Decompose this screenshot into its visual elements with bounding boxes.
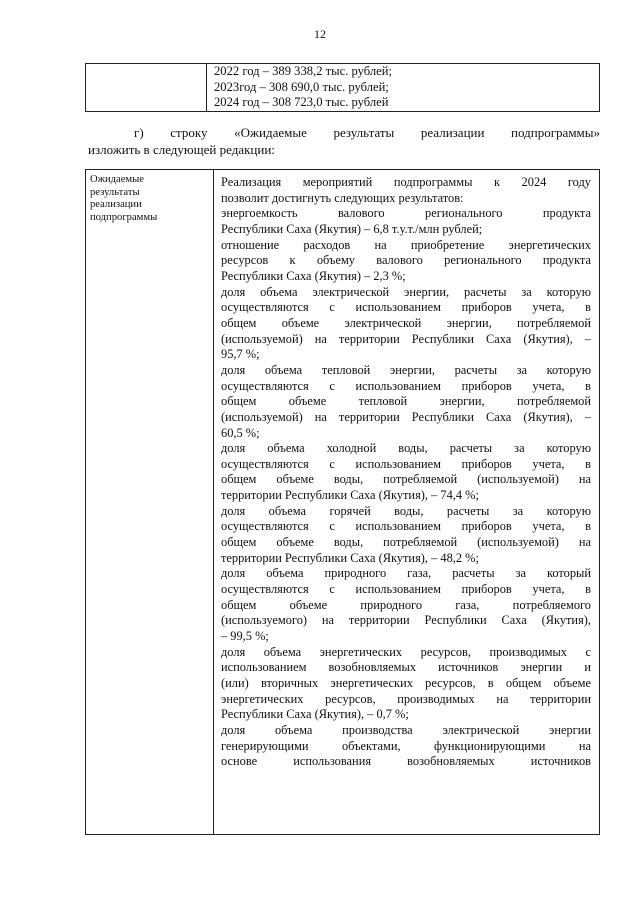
content-line: доля объема тепловой энергии, расчеты за которую	[221, 362, 591, 377]
row-label-cell	[86, 170, 214, 835]
content-line: осуществляются с использованием приборов учета, в	[221, 582, 591, 597]
budget-table	[85, 63, 600, 112]
table-row	[86, 170, 600, 835]
label-line: подпрограммы	[90, 211, 158, 223]
content-line: (используемой) на территории Республики Саха (Якутия), –	[221, 331, 591, 346]
content-line: (используемой) на территории Республики Саха (Якутия), –	[221, 409, 591, 424]
content-line: основе использования возобновляемых источников	[221, 754, 591, 769]
content-line: осуществляются с использованием приборов учета, в	[221, 519, 591, 534]
content-line: территории Республики Саха (Якутия), – 74,4 %;	[221, 488, 479, 503]
instruction-line-2: изложить в следующей редакции:	[88, 142, 275, 157]
content-line: отношение расходов на приобретение энергетических	[221, 237, 591, 252]
content-line: 60,5 %;	[221, 425, 260, 440]
expected-results-content	[214, 170, 600, 835]
content-line: общем объеме тепловой энергии, потребляемой	[221, 394, 591, 409]
budget-line-2023: 2023год – 308 690,0 тыс. рублей;	[214, 79, 389, 94]
content-line: позволит достигнуть следующих результатов:	[221, 190, 464, 205]
content-line: территории Республики Саха (Якутия), – 48,2 %;	[221, 550, 479, 565]
content-line: энергоемкость валового регионального продукта	[221, 206, 591, 221]
content-line: генерирующими объектами, функционирующими на	[221, 738, 591, 753]
content-line: Республики Саха (Якутия), – 0,7 %;	[221, 707, 409, 722]
instruction-line-1: г) строку «Ожидаемые результаты реализации подпрограммы»	[134, 125, 600, 140]
content-line: использованием возобновляемых источников энергии и	[221, 660, 591, 675]
page-number: 12	[314, 27, 326, 41]
content-line: доля объема природного газа, расчеты за который	[221, 566, 591, 581]
content-line: осуществляются с использованием приборов учета, в	[221, 300, 591, 315]
budget-line-2022: 2022 год – 389 338,2 тыс. рублей;	[214, 64, 392, 78]
label-line: реализации	[90, 199, 142, 211]
content-line: Реализация мероприятий подпрограммы к 2024 году	[221, 175, 591, 189]
content-line: осуществляются с использованием приборов учета, в	[221, 456, 591, 471]
content-line: доля объема производства электрической энергии	[221, 722, 591, 737]
content-line: Республики Саха (Якутия) – 2,3 %;	[221, 268, 406, 283]
content-line: ресурсов к объему валового регионального продукта	[221, 253, 591, 268]
table-row	[86, 64, 600, 112]
budget-cell	[207, 64, 600, 112]
content-line: общем объеме воды, потребляемой (используемой) на	[221, 535, 591, 550]
empty-cell	[86, 64, 207, 112]
budget-line-2024: 2024 год – 308 723,0 тыс. рублей	[214, 95, 389, 109]
content-line: общем объеме электрической энергии, потребляемой	[221, 315, 591, 330]
content-line: 95,7 %;	[221, 347, 260, 362]
content-line: общем объеме природного газа, потребляемого	[221, 597, 591, 612]
content-line: доля объема энергетических ресурсов, производимых с	[221, 644, 591, 659]
content-line: общем объеме воды, потребляемой (используемой) на	[221, 472, 591, 487]
label-line: результаты	[90, 186, 140, 198]
content-line: доля объема горячей воды, расчеты за которую	[221, 503, 591, 518]
content-line: энергетических ресурсов, производимых на территории	[221, 691, 591, 706]
content-line: осуществляются с использованием приборов учета, в	[221, 378, 591, 393]
content-line: Республики Саха (Якутия) – 6,8 т.у.т./млн рублей;	[221, 221, 483, 236]
content-line: доля объема холодной воды, расчеты за которую	[221, 441, 591, 456]
instruction-paragraph	[88, 124, 600, 158]
content-line: (или) вторичных энергетических ресурсов, в общем объеме	[221, 676, 591, 690]
content-line: – 99,5 %;	[221, 629, 269, 644]
content-line: доля объема электрической энергии, расчеты за которую	[221, 284, 591, 299]
expected-results-table	[85, 169, 600, 835]
content-line: (используемого) на территории Республики Саха (Якутия),	[221, 613, 591, 628]
label-line: Ожидаемые	[90, 174, 144, 185]
